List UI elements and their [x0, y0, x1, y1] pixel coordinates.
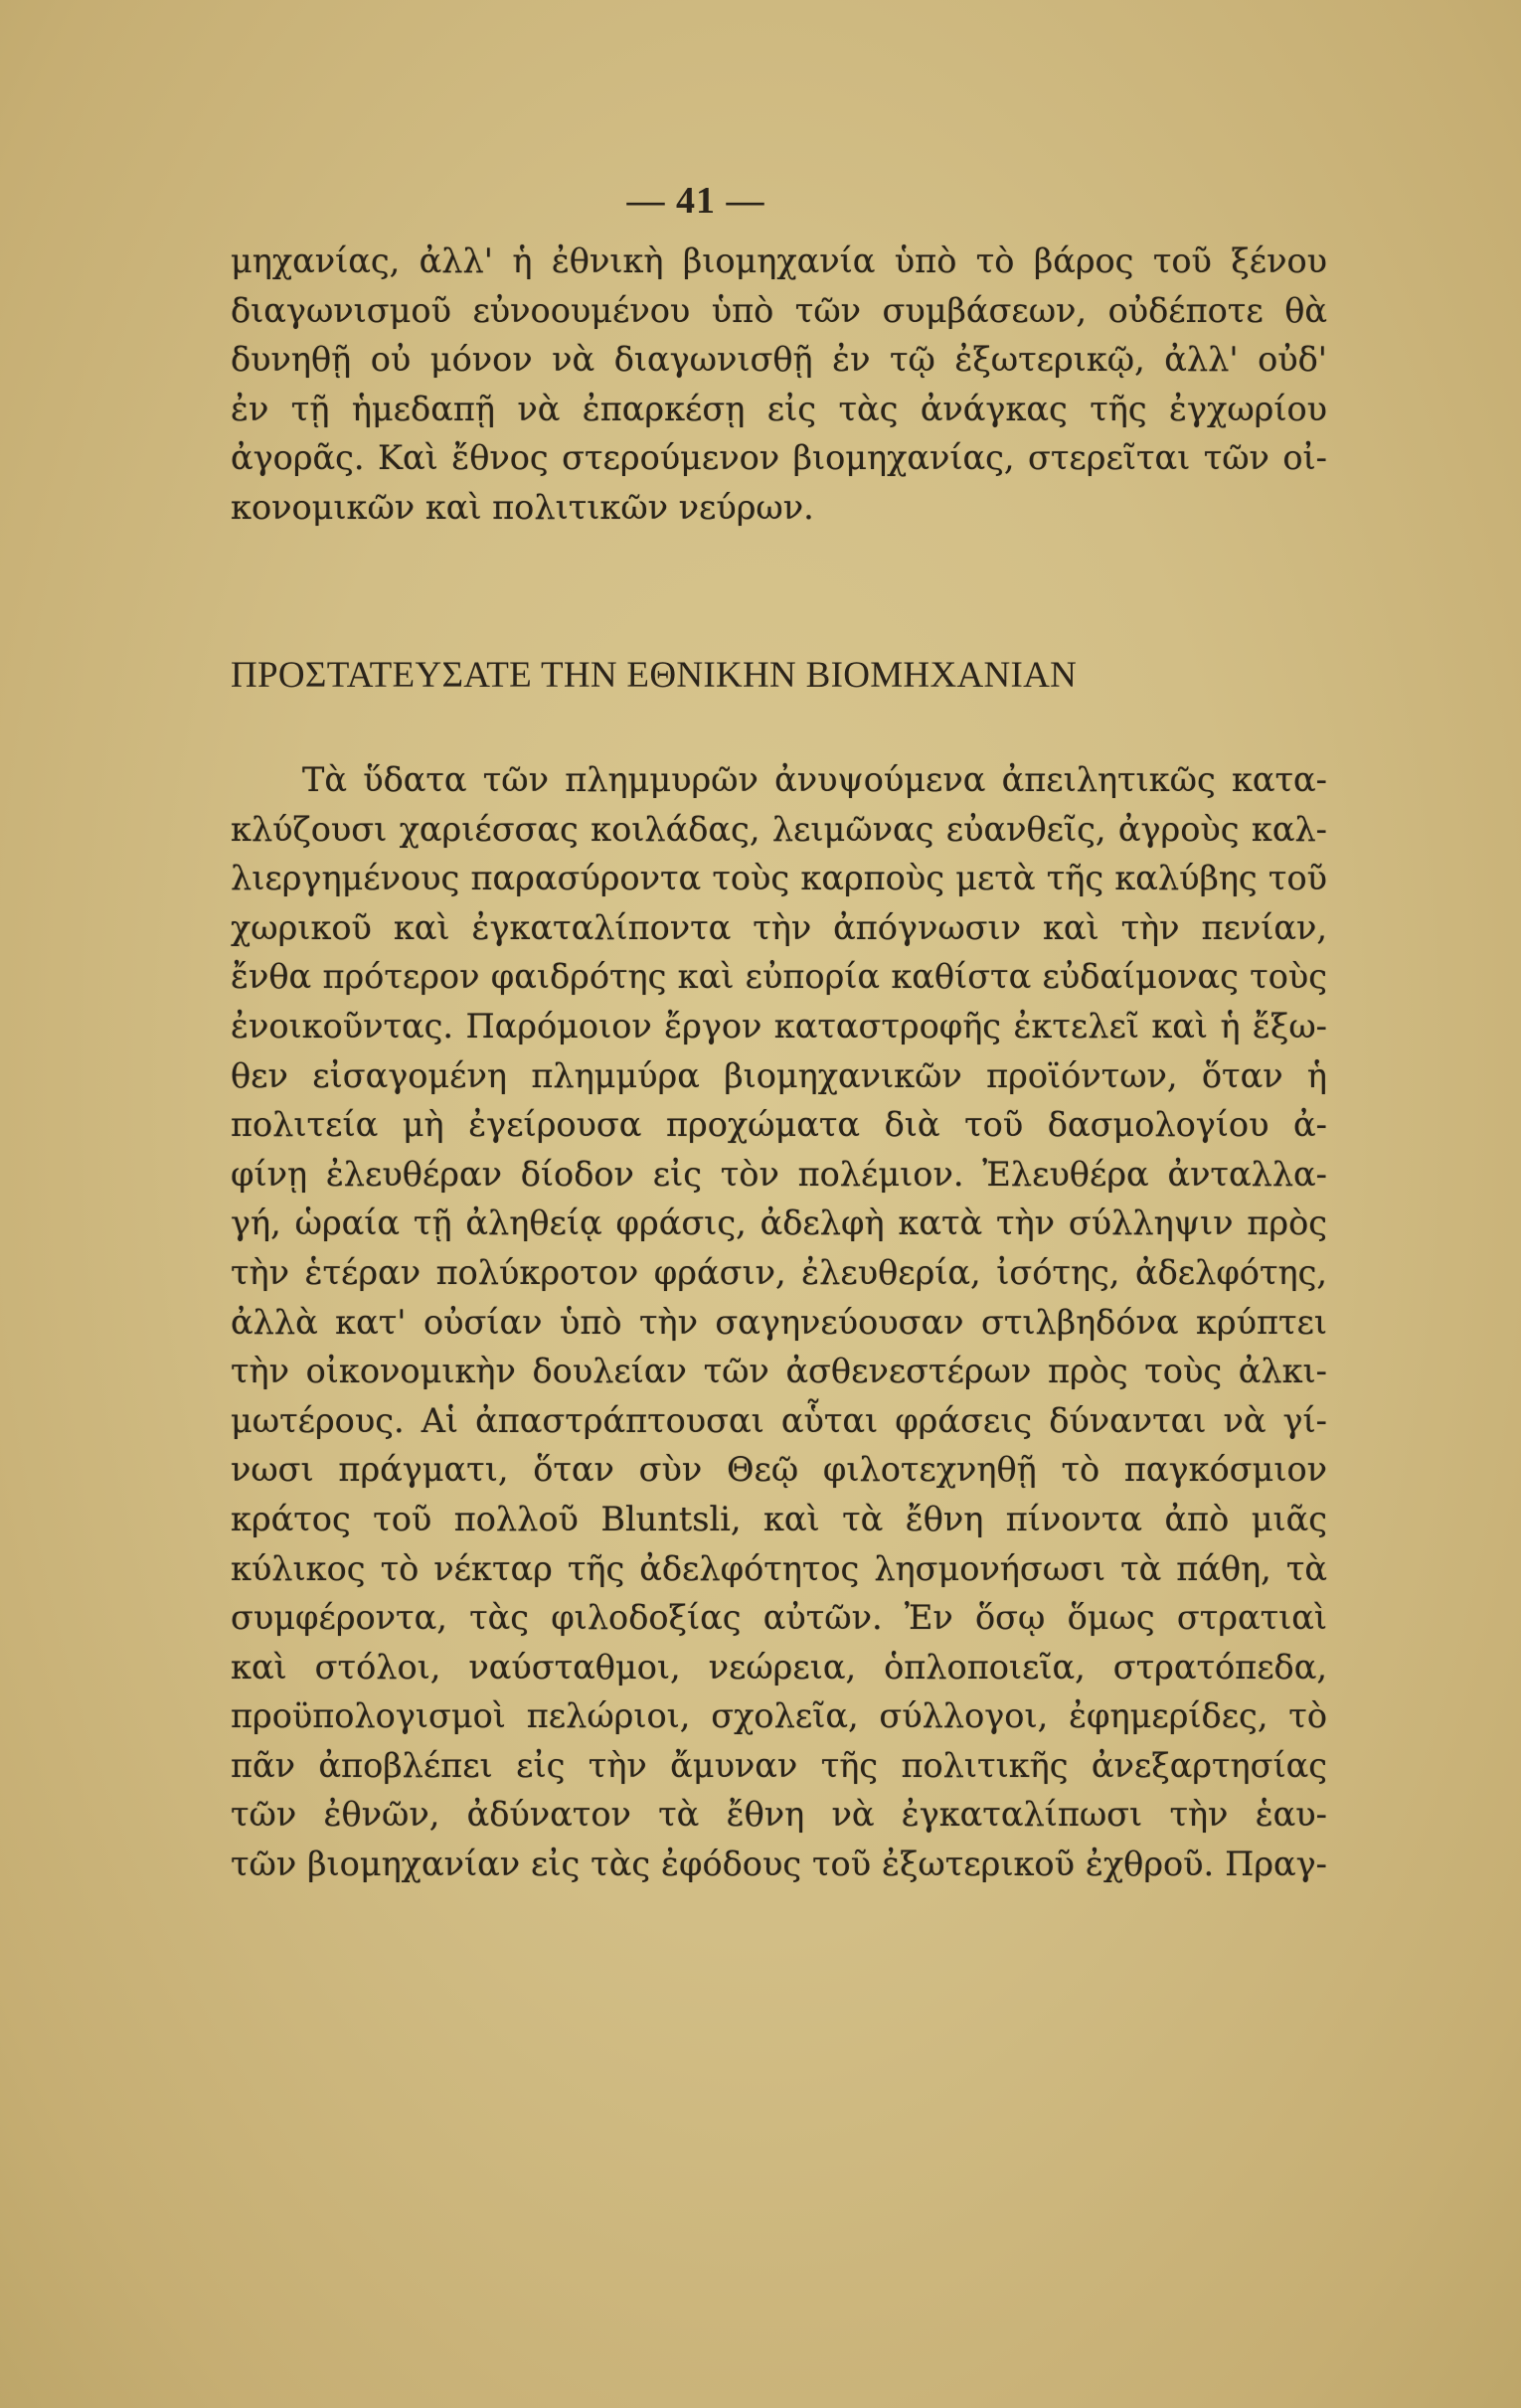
text-line: ἐνοικοῦντας. Παρόμοιον ἔργον καταστροφῆς ἐκτελεῖ καὶ ἡ ἔξω- [231, 1006, 1327, 1045]
text-line: δυνηθῇ οὐ μόνον νὰ διαγωνισθῇ ἐν τῷ ἐξωτερικῷ, ἀλλ' οὐδ' [231, 340, 1327, 380]
text-line: τῶν ἐθνῶν, ἀδύνατον τὰ ἔθνη νὰ ἐγκαταλίπωσι τὴν ἑαυ- [231, 1795, 1327, 1835]
text-line: πᾶν ἀποβλέπει εἰς τὴν ἄμυναν τῆς πολιτικῆς ἀνεξαρτησίας [231, 1745, 1327, 1785]
section-heading: ΠΡΟΣΤΑΤΕΥΣΑΤΕ ΤΗΝ ΕΘΝΙΚΗΝ ΒΙΟΜΗΧΑΝΙΑΝ [231, 655, 1078, 696]
text-line: τὴν ἑτέραν πολύκροτον φράσιν, ἐλευθερία, ἰσότης, ἀδελφότης, [231, 1252, 1327, 1292]
text-line: συμφέροντα, τὰς φιλοδοξίας αὐτῶν. Ἐν ὅσῳ ὅμως στρατιαὶ [231, 1598, 1327, 1638]
text-line: τὴν οἰκονομικὴν δουλείαν τῶν ἀσθενεστέρων πρὸς τοὺς ἀλκι- [231, 1352, 1327, 1391]
text-line: πολιτεία μὴ ἐγείρουσα προχώματα διὰ τοῦ δασμολογίου ἀ- [231, 1105, 1327, 1145]
text-line: χωρικοῦ καὶ ἐγκαταλίποντα τὴν ἀπόγνωσιν καὶ τὴν πενίαν, [231, 907, 1327, 947]
text-line: διαγωνισμοῦ εὐνοουμένου ὑπὸ τῶν συμβάσεων, οὐδέποτε θὰ [231, 290, 1327, 330]
text-line: μηχανίας, ἀλλ' ἡ ἐθνικὴ βιομηχανία ὑπὸ τὸ βάρος τοῦ ξένου [231, 241, 1327, 280]
text-line: κράτος τοῦ πολλοῦ Bluntsli, καὶ τὰ ἔθνη πίνοντα ἀπὸ μιᾶς [231, 1499, 1327, 1538]
text-line: καὶ στόλοι, ναύσταθμοι, νεώρεια, ὁπλοποιεῖα, στρατόπεδα, [231, 1647, 1327, 1686]
text-line: κύλικος τὸ νέκταρ τῆς ἀδελφότητος λησμονήσωσι τὰ πάθη, τὰ [231, 1548, 1327, 1588]
text-line: ἀγορᾶς. Καὶ ἔθνος στερούμενον βιομηχανίας, στερεῖται τῶν οἰ- [231, 438, 1327, 478]
text-line: τῶν βιομηχανίαν εἰς τὰς ἐφόδους τοῦ ἐξωτερικοῦ ἐχθροῦ. Πραγ- [231, 1845, 1327, 1884]
text-line: κονομικῶν καὶ πολιτικῶν νεύρων. [231, 487, 814, 527]
paragraph-main [231, 755, 1327, 1889]
page-number: — 41 — [626, 180, 765, 222]
text-line: ἔνθα πρότερον φαιδρότης καὶ εὐπορία καθίστα εὐδαίμονας τοὺς [231, 957, 1327, 997]
text-line: προϋπολογισμοὶ πελώριοι, σχολεῖα, σύλλογοι, ἐφημερίδες, τὸ [231, 1696, 1327, 1736]
text-line: ἐν τῇ ἡμεδαπῇ νὰ ἐπαρκέσῃ εἰς τὰς ἀνάγκας τῆς ἐγχωρίου [231, 389, 1327, 428]
text-line: Τὰ ὕδατα τῶν πλημμυρῶν ἀνυψούμενα ἀπειλητικῶς κατα- [302, 760, 1327, 799]
text-line: νωσι πράγματι, ὅταν σὺν Θεῷ φιλοτεχνηθῇ τὸ παγκόσμιον [231, 1450, 1327, 1490]
text-line: ἀλλὰ κατ' οὐσίαν ὑπὸ τὴν σαγηνεύουσαν στιλβηδόνα κρύπτει [231, 1302, 1327, 1342]
text-line: λιεργημένους παρασύροντα τοὺς καρποὺς μετὰ τῆς καλύβης τοῦ [231, 859, 1327, 898]
paragraph-continued [231, 237, 1327, 533]
text-line: φίνῃ ἐλευθέραν δίοδον εἰς τὸν πολέμιον. Ἐλευθέρα ἀνταλλα- [231, 1154, 1327, 1194]
text-line: θεν εἰσαγομένη πλημμύρα βιομηχανικῶν προϊόντων, ὅταν ἡ [231, 1055, 1327, 1095]
text-line: κλύζουσι χαριέσσας κοιλάδας, λειμῶνας εὐανθεῖς, ἀγροὺς καλ- [231, 809, 1327, 849]
text-line: γή, ὡραία τῇ ἀληθείᾳ φράσις, ἀδελφὴ κατὰ τὴν σύλληψιν πρὸς [231, 1204, 1327, 1243]
text-line: μωτέρους. Αἱ ἀπαστράπτουσαι αὗται φράσεις δύνανται νὰ γί- [231, 1400, 1327, 1440]
